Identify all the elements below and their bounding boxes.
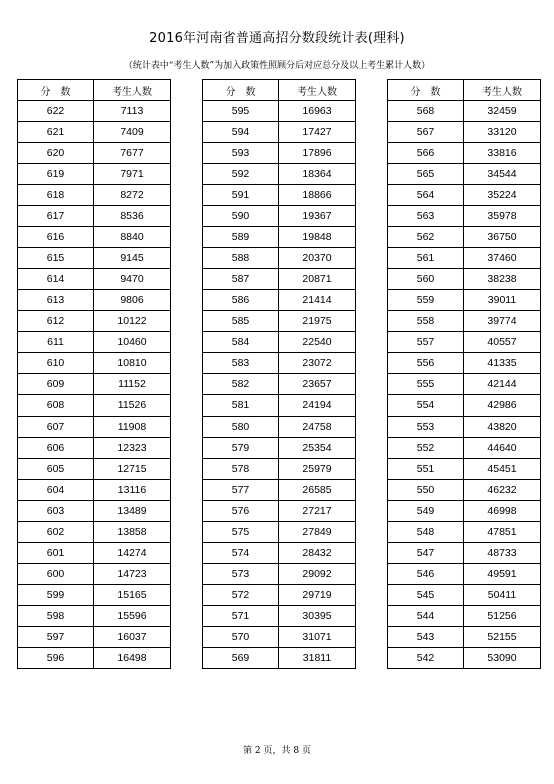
table-row (18, 101, 171, 122)
table-row (18, 563, 171, 584)
score-cell: 566 (388, 143, 464, 164)
score-cell: 565 (388, 164, 464, 185)
count-cell: 52155 (464, 626, 541, 647)
score-cell: 577 (203, 479, 279, 500)
table-row (203, 626, 356, 647)
column-header-count: 考生人数 (464, 80, 541, 101)
score-cell: 561 (388, 248, 464, 269)
score-cell: 578 (203, 458, 279, 479)
score-cell: 601 (18, 542, 94, 563)
score-cell: 622 (18, 101, 94, 122)
table-row (203, 605, 356, 626)
table-row (203, 185, 356, 206)
count-cell: 31071 (279, 626, 356, 647)
count-cell: 33120 (464, 122, 541, 143)
count-cell: 21975 (279, 311, 356, 332)
score-cell: 588 (203, 248, 279, 269)
score-cell: 556 (388, 353, 464, 374)
table-row (388, 311, 541, 332)
table-row (203, 353, 356, 374)
count-cell: 16498 (94, 647, 171, 668)
score-cell: 584 (203, 332, 279, 353)
table-row (203, 311, 356, 332)
score-cell: 543 (388, 626, 464, 647)
column-header-count: 考生人数 (279, 80, 356, 101)
count-cell: 9470 (94, 269, 171, 290)
table-row (203, 290, 356, 311)
table-row (18, 605, 171, 626)
count-cell: 33816 (464, 143, 541, 164)
count-cell: 10122 (94, 311, 171, 332)
table-row (18, 353, 171, 374)
table-row (18, 479, 171, 500)
column-header-score: 分 数 (18, 80, 94, 101)
table-row (203, 437, 356, 458)
score-cell: 555 (388, 374, 464, 395)
column-header-score: 分 数 (203, 80, 279, 101)
score-cell: 560 (388, 269, 464, 290)
count-cell: 8536 (94, 206, 171, 227)
score-cell: 600 (18, 563, 94, 584)
score-cell: 620 (18, 143, 94, 164)
table-row (18, 647, 171, 668)
table-row (18, 626, 171, 647)
score-cell: 547 (388, 542, 464, 563)
count-cell: 17427 (279, 122, 356, 143)
column-header-count: 考生人数 (94, 80, 171, 101)
score-cell: 580 (203, 416, 279, 437)
score-cell: 564 (388, 185, 464, 206)
table-row (203, 416, 356, 437)
score-cell: 563 (388, 206, 464, 227)
score-cell: 613 (18, 290, 94, 311)
table-row (388, 605, 541, 626)
count-cell: 13116 (94, 479, 171, 500)
count-cell: 7677 (94, 143, 171, 164)
score-cell: 611 (18, 332, 94, 353)
score-cell: 615 (18, 248, 94, 269)
score-cell: 568 (388, 101, 464, 122)
score-cell: 583 (203, 353, 279, 374)
count-cell: 40557 (464, 332, 541, 353)
count-cell: 13489 (94, 500, 171, 521)
count-cell: 10460 (94, 332, 171, 353)
table-row (18, 521, 171, 542)
score-cell: 605 (18, 458, 94, 479)
count-cell: 18866 (279, 185, 356, 206)
count-cell: 23657 (279, 374, 356, 395)
score-cell: 603 (18, 500, 94, 521)
table-row (388, 101, 541, 122)
score-cell: 574 (203, 542, 279, 563)
table-row (18, 500, 171, 521)
count-cell: 9806 (94, 290, 171, 311)
score-cell: 594 (203, 122, 279, 143)
table-row (203, 479, 356, 500)
score-cell: 598 (18, 605, 94, 626)
count-cell: 26585 (279, 479, 356, 500)
count-cell: 12715 (94, 458, 171, 479)
score-cell: 614 (18, 269, 94, 290)
count-cell: 14274 (94, 542, 171, 563)
table-row (203, 521, 356, 542)
table-row (388, 143, 541, 164)
count-cell: 37460 (464, 248, 541, 269)
table-row (18, 248, 171, 269)
table-header-row (18, 80, 171, 101)
score-cell: 557 (388, 332, 464, 353)
count-cell: 27217 (279, 500, 356, 521)
count-cell: 18364 (279, 164, 356, 185)
table-row (203, 584, 356, 605)
score-cell: 548 (388, 521, 464, 542)
score-cell: 567 (388, 122, 464, 143)
page-subtitle: （统计表中“考生人数”为加入政策性照顾分后对应总分及以上考生累计人数） (123, 61, 431, 71)
count-cell: 20370 (279, 248, 356, 269)
count-cell: 25354 (279, 437, 356, 458)
score-cell: 604 (18, 479, 94, 500)
count-cell: 19367 (279, 206, 356, 227)
score-cell: 542 (388, 647, 464, 668)
score-cell: 550 (388, 479, 464, 500)
count-cell: 51256 (464, 605, 541, 626)
score-cell: 599 (18, 584, 94, 605)
count-cell: 53090 (464, 647, 541, 668)
score-cell: 570 (203, 626, 279, 647)
table-row (388, 542, 541, 563)
score-cell: 571 (203, 605, 279, 626)
score-cell: 612 (18, 311, 94, 332)
table-header-row (388, 80, 541, 101)
score-cell: 569 (203, 647, 279, 668)
page-footer: 第 2 页，共 8 页 (243, 746, 311, 756)
count-cell: 7409 (94, 122, 171, 143)
count-cell: 11526 (94, 395, 171, 416)
table-row (18, 185, 171, 206)
score-cell: 545 (388, 584, 464, 605)
page-title: 2016年河南省普通高招分数段统计表(理科) (149, 31, 405, 46)
count-cell: 35978 (464, 206, 541, 227)
score-cell: 549 (388, 500, 464, 521)
table-row (203, 143, 356, 164)
count-cell: 20871 (279, 269, 356, 290)
table-row (203, 542, 356, 563)
table-row (388, 416, 541, 437)
column-header-score: 分 数 (388, 80, 464, 101)
table-row (203, 647, 356, 668)
score-cell: 618 (18, 185, 94, 206)
table-row (388, 206, 541, 227)
count-cell: 9145 (94, 248, 171, 269)
table-row (18, 416, 171, 437)
count-cell: 12323 (94, 437, 171, 458)
count-cell: 35224 (464, 185, 541, 206)
table-row (18, 143, 171, 164)
count-cell: 13858 (94, 521, 171, 542)
count-cell: 42144 (464, 374, 541, 395)
count-cell: 38238 (464, 269, 541, 290)
score-cell: 602 (18, 521, 94, 542)
count-cell: 50411 (464, 584, 541, 605)
count-cell: 25979 (279, 458, 356, 479)
score-cell: 585 (203, 311, 279, 332)
score-cell: 608 (18, 395, 94, 416)
table-row (203, 227, 356, 248)
table-row (388, 395, 541, 416)
count-cell: 14723 (94, 563, 171, 584)
table-row (203, 101, 356, 122)
count-cell: 8272 (94, 185, 171, 206)
count-cell: 27849 (279, 521, 356, 542)
count-cell: 19848 (279, 227, 356, 248)
score-cell: 593 (203, 143, 279, 164)
table-row (18, 395, 171, 416)
count-cell: 11908 (94, 416, 171, 437)
count-cell: 8840 (94, 227, 171, 248)
score-cell: 596 (18, 647, 94, 668)
count-cell: 44640 (464, 437, 541, 458)
table-row (388, 332, 541, 353)
score-cell: 619 (18, 164, 94, 185)
table-row (203, 248, 356, 269)
score-cell: 576 (203, 500, 279, 521)
score-cell: 554 (388, 395, 464, 416)
table-row (18, 311, 171, 332)
score-cell: 621 (18, 122, 94, 143)
table-row (203, 500, 356, 521)
count-cell: 17896 (279, 143, 356, 164)
table-row (18, 458, 171, 479)
table-row (203, 206, 356, 227)
count-cell: 39011 (464, 290, 541, 311)
count-cell: 24194 (279, 395, 356, 416)
table-row (388, 374, 541, 395)
score-cell: 607 (18, 416, 94, 437)
table-row (203, 122, 356, 143)
table-row (388, 626, 541, 647)
count-cell: 15165 (94, 584, 171, 605)
table-row (388, 479, 541, 500)
score-cell: 572 (203, 584, 279, 605)
table-row (18, 437, 171, 458)
count-cell: 46232 (464, 479, 541, 500)
table-row (203, 269, 356, 290)
score-cell: 616 (18, 227, 94, 248)
table-row (18, 269, 171, 290)
count-cell: 10810 (94, 353, 171, 374)
count-cell: 41335 (464, 353, 541, 374)
score-cell: 610 (18, 353, 94, 374)
score-cell: 552 (388, 437, 464, 458)
score-table-3 (387, 79, 541, 669)
count-cell: 21414 (279, 290, 356, 311)
score-cell: 582 (203, 374, 279, 395)
table-row (388, 248, 541, 269)
score-cell: 562 (388, 227, 464, 248)
table-row (18, 584, 171, 605)
count-cell: 23072 (279, 353, 356, 374)
count-cell: 7971 (94, 164, 171, 185)
score-cell: 551 (388, 458, 464, 479)
table-row (18, 227, 171, 248)
table-row (388, 185, 541, 206)
score-cell: 575 (203, 521, 279, 542)
table-row (18, 164, 171, 185)
count-cell: 34544 (464, 164, 541, 185)
score-cell: 606 (18, 437, 94, 458)
table-row (388, 227, 541, 248)
score-cell: 597 (18, 626, 94, 647)
table-row (388, 269, 541, 290)
count-cell: 24758 (279, 416, 356, 437)
count-cell: 48733 (464, 542, 541, 563)
score-cell: 544 (388, 605, 464, 626)
table-row (18, 290, 171, 311)
table-row (203, 458, 356, 479)
table-row (18, 542, 171, 563)
score-cell: 592 (203, 164, 279, 185)
score-cell: 586 (203, 290, 279, 311)
score-cell: 573 (203, 563, 279, 584)
score-cell: 581 (203, 395, 279, 416)
score-cell: 553 (388, 416, 464, 437)
table-row (388, 122, 541, 143)
count-cell: 16037 (94, 626, 171, 647)
score-cell: 587 (203, 269, 279, 290)
table-row (388, 563, 541, 584)
table-row (18, 332, 171, 353)
count-cell: 46998 (464, 500, 541, 521)
table-row (388, 584, 541, 605)
table-row (203, 332, 356, 353)
count-cell: 30395 (279, 605, 356, 626)
count-cell: 28432 (279, 542, 356, 563)
score-cell: 559 (388, 290, 464, 311)
score-cell: 591 (203, 185, 279, 206)
table-row (203, 563, 356, 584)
count-cell: 49591 (464, 563, 541, 584)
score-cell: 609 (18, 374, 94, 395)
score-cell: 617 (18, 206, 94, 227)
count-cell: 11152 (94, 374, 171, 395)
count-cell: 22540 (279, 332, 356, 353)
table-row (203, 395, 356, 416)
count-cell: 39774 (464, 311, 541, 332)
count-cell: 32459 (464, 101, 541, 122)
count-cell: 36750 (464, 227, 541, 248)
count-cell: 29719 (279, 584, 356, 605)
score-cell: 595 (203, 101, 279, 122)
table-row (388, 458, 541, 479)
table-row (203, 164, 356, 185)
table-row (18, 122, 171, 143)
table-row (388, 521, 541, 542)
count-cell: 45451 (464, 458, 541, 479)
score-cell: 589 (203, 227, 279, 248)
score-cell: 546 (388, 563, 464, 584)
count-cell: 16963 (279, 101, 356, 122)
count-cell: 7113 (94, 101, 171, 122)
table-row (388, 164, 541, 185)
table-row (388, 500, 541, 521)
table-row (18, 206, 171, 227)
table-row (388, 647, 541, 668)
score-cell: 579 (203, 437, 279, 458)
count-cell: 31811 (279, 647, 356, 668)
table-row (388, 290, 541, 311)
score-table-1 (17, 79, 171, 669)
score-cell: 558 (388, 311, 464, 332)
table-header-row (203, 80, 356, 101)
count-cell: 43820 (464, 416, 541, 437)
table-row (388, 437, 541, 458)
count-cell: 29092 (279, 563, 356, 584)
count-cell: 47851 (464, 521, 541, 542)
count-cell: 42986 (464, 395, 541, 416)
table-row (18, 374, 171, 395)
score-cell: 590 (203, 206, 279, 227)
count-cell: 15596 (94, 605, 171, 626)
score-table-2 (202, 79, 356, 669)
table-row (203, 374, 356, 395)
table-row (388, 353, 541, 374)
